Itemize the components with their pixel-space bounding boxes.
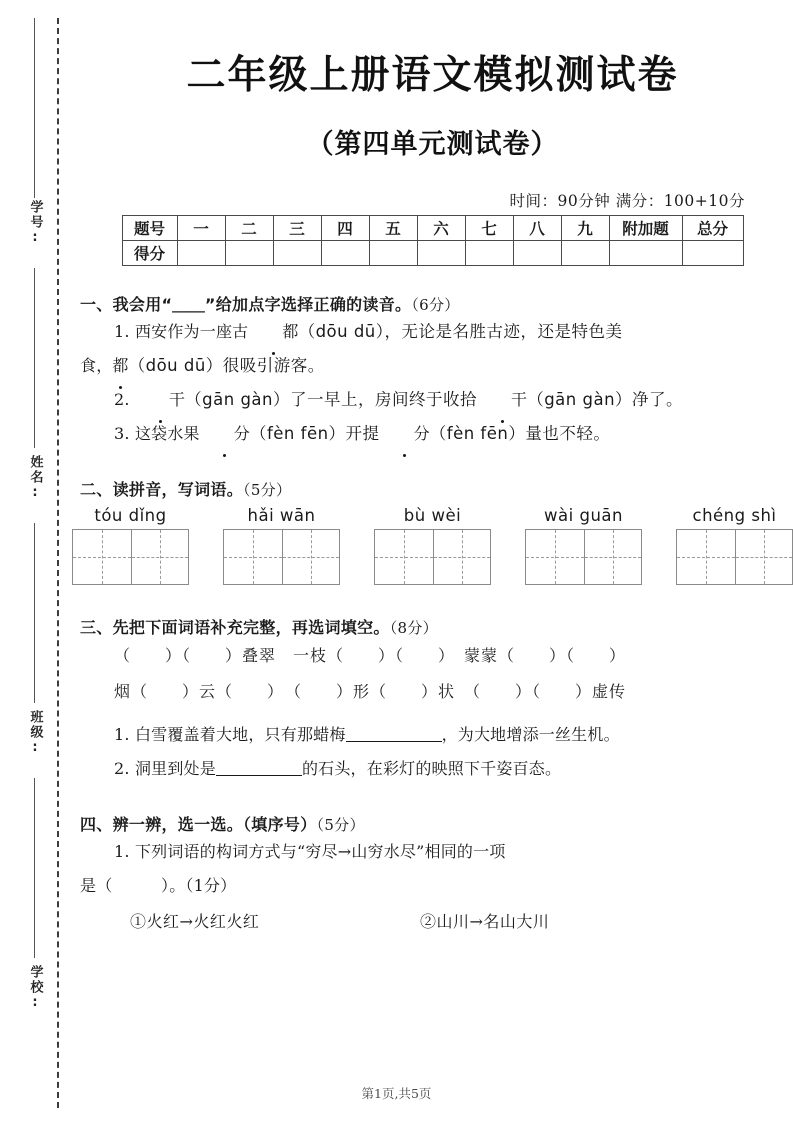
tianzige-cell[interactable] [73, 530, 131, 584]
s1-q2-text-b: （gān gàn）了一早上，房间终于收拾 [185, 390, 477, 409]
score-cell-1[interactable] [177, 241, 225, 266]
tianzige-boxes-3[interactable] [374, 529, 491, 585]
section-3-points: （8分） [389, 619, 438, 637]
s1-q1-dotted-char-1: 都 [248, 315, 298, 349]
score-table-row-label-question: 题号 [122, 216, 177, 241]
score-cell-9[interactable] [561, 241, 609, 266]
section-1-item-1-line-1 [80, 315, 793, 349]
score-table-col-5: 五 [369, 216, 417, 241]
score-cell-2[interactable] [225, 241, 273, 266]
tianzige-boxes-2[interactable] [223, 529, 340, 585]
s1-q1-text-c: 食， [80, 356, 113, 375]
score-cell-7[interactable] [465, 241, 513, 266]
pinyin-label-1: tóu dǐng [94, 506, 167, 525]
score-table-col-2: 二 [225, 216, 273, 241]
s1-q2-dotted-char-1: 干 [135, 383, 185, 417]
section-3-fill-2 [80, 752, 793, 786]
score-table-col-8: 八 [513, 216, 561, 241]
seal-field-school [18, 965, 52, 1016]
score-cell-4[interactable] [321, 241, 369, 266]
s3-fill1-text-b: ，为大地增添一丝生机。 [441, 725, 620, 744]
tianzige-cell[interactable] [526, 530, 584, 584]
section-4-title: 四、辨一辨，选一选。（填序号） [80, 815, 317, 834]
seal-label-school: 学校: [27, 965, 43, 1012]
seal-rule-4 [34, 778, 35, 958]
section-3-fill-1 [80, 718, 793, 752]
s1-q1-dotted-char-2: 都 [112, 349, 128, 383]
pinyin-grid-group-2 [223, 506, 340, 585]
page-title: 二年级上册语文模拟测试卷 [186, 52, 679, 98]
s3-fill2-text-a: 2. 洞里到处是 [114, 759, 216, 778]
score-table-wrapper [122, 215, 744, 266]
s1-q1-text-a: 1. 西安作为一座古 [114, 322, 249, 341]
tianzige-cell[interactable] [677, 530, 735, 584]
score-cell-3[interactable] [273, 241, 321, 266]
score-cell-6[interactable] [417, 241, 465, 266]
section-4-option-1[interactable]: ①火红→火红火红 [130, 912, 260, 931]
seal-label-student-id: 学号: [27, 200, 43, 247]
pinyin-label-5: chéng shì [692, 506, 777, 525]
page-footer: 第1页,共5页 [361, 1086, 432, 1101]
section-1-item-1-line-2 [80, 349, 793, 383]
tianzige-cell[interactable] [433, 530, 491, 584]
seal-rule-1 [34, 18, 35, 198]
score-table [122, 215, 744, 266]
pinyin-label-4: wài guān [544, 506, 623, 525]
tianzige-cell[interactable] [735, 530, 793, 584]
score-table-col-7: 七 [465, 216, 513, 241]
pinyin-label-2: hǎi wān [247, 506, 316, 525]
pinyin-grid-group-1 [72, 506, 189, 585]
score-cell-extra[interactable] [609, 241, 682, 266]
section-2-heading [80, 477, 793, 500]
s1-q2-text-c: （gān gàn）净了。 [527, 390, 684, 409]
s1-q2-text-a: 2. [114, 390, 135, 409]
score-table-header-row [122, 216, 743, 241]
score-table-col-9: 九 [561, 216, 609, 241]
sealing-dashed-line [57, 18, 59, 1108]
exam-page [72, 0, 793, 1122]
section-3-title: 三、先把下面词语补充完整，再选词填空。 [80, 618, 390, 637]
s3-fill1-blank[interactable] [346, 741, 442, 742]
section-1-points: （6分） [411, 296, 460, 314]
pinyin-grid-group-3 [374, 506, 491, 585]
score-table-col-3: 三 [273, 216, 321, 241]
s1-q3-text-b: （fèn fēn）开提 [249, 424, 380, 443]
pinyin-grid-row [72, 506, 793, 585]
score-table-col-extra: 附加题 [609, 216, 682, 241]
tianzige-cell[interactable] [584, 530, 642, 584]
score-table-col-total: 总分 [682, 216, 743, 241]
section-4-points: （5分） [316, 816, 365, 834]
s1-q2-dotted-char-2: 干 [477, 383, 527, 417]
pinyin-grid-group-4 [525, 506, 642, 585]
s1-q3-dotted-char-1: 分 [200, 417, 250, 451]
section-3-idiom-line-1[interactable]: （ ）（ ）叠翠 一枝（ ）（ ） 蒙蒙（ ）（ ） [114, 646, 627, 665]
section-2-points: （5分） [243, 481, 292, 499]
tianzige-cell[interactable] [282, 530, 340, 584]
tianzige-boxes-5[interactable] [676, 529, 793, 585]
section-4-option-2[interactable]: ②山川→名山大川 [420, 912, 550, 931]
seal-rule-2 [34, 268, 35, 448]
exam-meta-info: 时间：90分钟 满分：100+10分 [509, 192, 745, 210]
section-1-title: 一、我会用“＿＿”给加点字选择正确的读音。 [80, 295, 412, 314]
section-3-heading [80, 615, 793, 638]
s3-fill2-blank[interactable] [216, 775, 302, 776]
s1-q1-text-d: （dōu dū）很吸引游客。 [128, 356, 325, 375]
section-4-q1-line-1: 1. 下列词语的构词方式与“穷尽→山穷水尽”相同的一项 [114, 842, 506, 861]
s3-fill1-text-a: 1. 白雪覆盖着大地，只有那蜡梅 [114, 725, 346, 744]
score-table-row-label-score: 得分 [122, 241, 177, 266]
score-table-score-row [122, 241, 743, 266]
section-4-q1-line-2[interactable]: 是（ ）。（1分） [80, 876, 237, 895]
tianzige-cell[interactable] [224, 530, 282, 584]
score-table-col-1: 一 [177, 216, 225, 241]
score-cell-5[interactable] [369, 241, 417, 266]
tianzige-boxes-4[interactable] [525, 529, 642, 585]
section-1-heading [80, 292, 793, 315]
seal-rule-3 [34, 523, 35, 703]
sealing-margin [0, 0, 72, 1122]
score-table-col-4: 四 [321, 216, 369, 241]
seal-label-class: 班级: [27, 710, 43, 757]
tianzige-cell[interactable] [131, 530, 189, 584]
section-2-title: 二、读拼音，写词语。 [80, 480, 244, 499]
s3-fill2-text-b: 的石头，在彩灯的映照下千姿百态。 [301, 759, 562, 778]
page-subtitle: （第四单元测试卷） [306, 129, 559, 160]
score-table-col-6: 六 [417, 216, 465, 241]
pinyin-label-3: bù wèi [403, 506, 462, 525]
section-3-idiom-line-2[interactable]: 烟（ ）云（ ） （ ）形（ ）状 （ ）（ ）虚传 [114, 682, 627, 701]
s1-q3-text-a: 3. 这袋水果 [114, 424, 200, 443]
tianzige-cell[interactable] [375, 530, 433, 584]
section-4-options-row [130, 909, 793, 932]
section-4-heading [80, 812, 793, 835]
tianzige-boxes-1[interactable] [72, 529, 189, 585]
seal-field-class [18, 710, 52, 761]
seal-field-student-id [18, 200, 52, 251]
section-1-item-2 [80, 383, 793, 417]
pinyin-grid-group-5 [676, 506, 793, 585]
s1-q1-text-b: （dōu dū），无论是名胜古迹，还是特色美 [298, 322, 623, 341]
s1-q3-text-c: （fèn fēn）量也不轻。 [429, 424, 611, 443]
section-1-item-3 [80, 417, 793, 451]
seal-field-name [18, 455, 52, 506]
score-cell-8[interactable] [513, 241, 561, 266]
s1-q3-dotted-char-2: 分 [380, 417, 430, 451]
seal-label-name: 姓名: [27, 455, 43, 502]
score-cell-total[interactable] [682, 241, 743, 266]
